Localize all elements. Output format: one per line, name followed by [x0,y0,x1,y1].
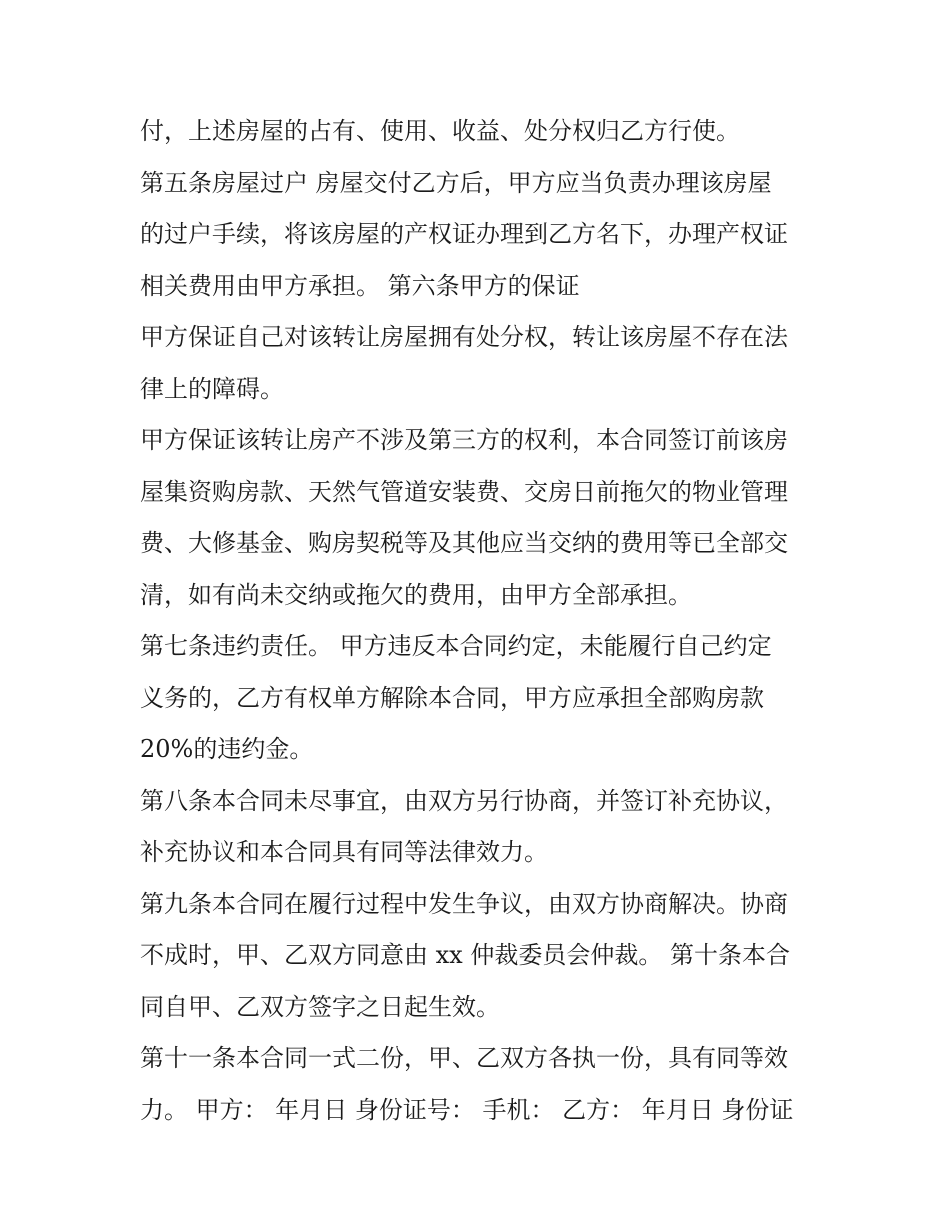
text-line: 甲方保证自己对该转让房屋拥有处分权，转让该房屋不存在法 [140,323,788,351]
text-line: 补充协议和本合同具有同等法律效力。 [140,838,548,866]
text-line: 费、大修基金、购房契税等及其他应当交纳的费用等已全部交 [140,529,788,557]
text-line: 义务的，乙方有权单方解除本合同，甲方应承担全部购房款 [140,683,764,712]
text-line: 20%的违约金。 [140,735,314,763]
text-line: 第八条本合同未尽事宜，由双方另行协商，并签订补充协议， [140,786,788,815]
text-line: 屋集资购房款、天然气管道安装费、交房日前拖欠的物业管理 [140,477,788,506]
text-line: 第七条违约责任。 甲方违反本合同约定，未能履行自己约定 [140,632,772,660]
text-line: 相关费用由甲方承担。 第六条甲方的保证 [140,271,580,300]
contract-text [140,106,830,1136]
text-line: 的过户手续，将该房屋的产权证办理到乙方名下，办理产权证 [140,220,788,248]
text-line: 第五条房屋过户 房屋交付乙方后，甲方应当负责办理该房屋 [140,168,772,197]
text-line: 清，如有尚未交纳或拖欠的费用，由甲方全部承担。 [140,580,692,609]
text-line: 第九条本合同在履行过程中发生争议，由双方协商解决。协商 [140,889,788,918]
text-line: 同自甲、乙双方签字之日起生效。 [140,992,500,1021]
text-line: 律上的障碍。 [140,374,284,403]
text-line: 付，上述房屋的占有、使用、收益、处分权归乙方行使。 [140,117,740,145]
text-line: 不成时，甲、乙双方同意由 xx 仲裁委员会仲裁。 第十条本合 [140,941,790,969]
text-line: 甲方保证该转让房产不涉及第三方的权利，本合同签订前该房 [140,426,788,454]
text-line: 第十一条本合同一式二份，甲、乙双方各执一份，具有同等效 [140,1044,788,1072]
text-line: 力。 甲方： 年月日 身份证号： 手机： 乙方： 年月日 身份证 [140,1095,794,1124]
